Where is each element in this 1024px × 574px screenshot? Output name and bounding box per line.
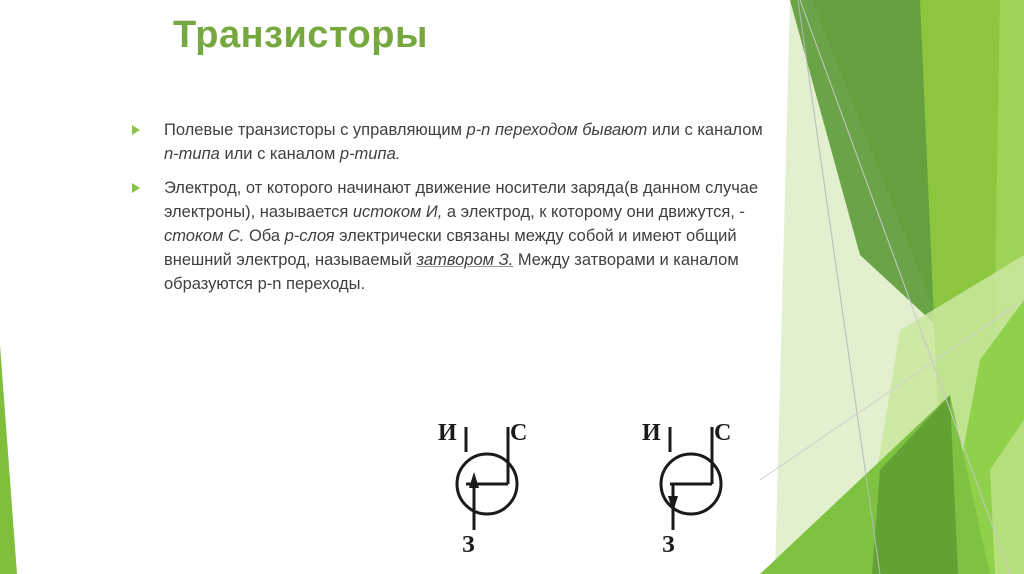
drain-label: С	[714, 420, 732, 446]
text-segment: Между затворами и каналом	[513, 251, 739, 269]
source-label: И	[438, 420, 457, 446]
bullet-line	[164, 142, 862, 166]
gate-arrow-up-icon	[469, 472, 479, 488]
text-segment: Оба	[244, 227, 285, 245]
bullet-line	[164, 272, 862, 296]
text-segment: Полевые транзисторы с управляющим	[164, 121, 467, 139]
gate-label: З	[662, 532, 675, 558]
text-segment: образуются p-n переходы.	[164, 275, 366, 293]
bullet-list	[132, 118, 862, 306]
gate-label: З	[462, 532, 475, 558]
bullet-arrow-icon	[132, 183, 140, 193]
drain-label: С	[510, 420, 528, 446]
text-segment: или с каналом	[219, 145, 340, 163]
left-green-sliver	[0, 345, 17, 574]
text-segment: p-n переходом бывают	[466, 121, 648, 139]
text-segment: а электрод, к которому они движутся, -	[442, 203, 745, 221]
slide-title: Транзисторы	[173, 14, 428, 56]
text-segment: или с каналом	[647, 121, 763, 139]
text-segment: затвором З.	[416, 251, 514, 269]
bullet-line	[164, 224, 862, 248]
text-segment: p-типа.	[339, 145, 401, 163]
transistor-diagram-source-up	[436, 412, 546, 562]
bullet-line	[164, 118, 862, 142]
bullet-line	[164, 248, 862, 272]
text-segment: внешний электрод, называемый	[164, 251, 417, 269]
bullet-line	[164, 176, 862, 200]
source-label: И	[642, 420, 661, 446]
text-segment: стоком С.	[164, 227, 245, 245]
text-segment: электрически связаны между собой и имеют общий	[334, 227, 737, 245]
text-segment: р-слоя	[284, 227, 335, 245]
bullet-arrow-icon	[132, 125, 140, 135]
bullet-item	[132, 118, 862, 166]
text-segment: n-типа	[164, 145, 220, 163]
bullet-line	[164, 200, 862, 224]
transistor-diagram-source-down	[640, 412, 750, 562]
bullet-item	[132, 176, 862, 296]
text-segment: истоком И,	[352, 203, 443, 221]
text-segment: Электрод, от которого начинают движение носители заряда(в данном случае	[164, 179, 759, 197]
text-segment: электроны), называется	[164, 203, 353, 221]
